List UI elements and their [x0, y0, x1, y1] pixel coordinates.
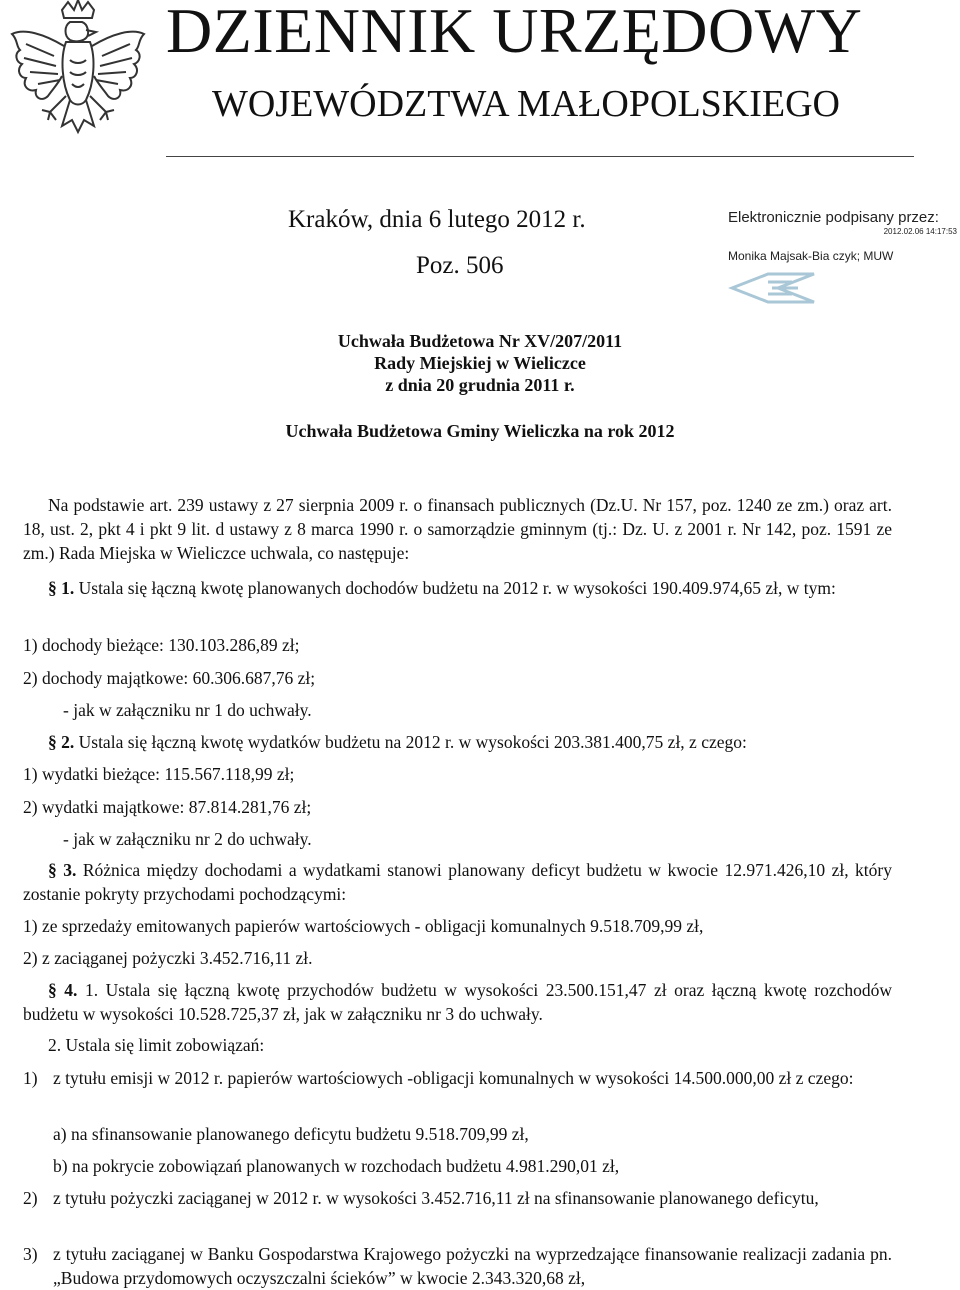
limit-item-2: z tytułu pożyczki zaciąganej w 2012 r. w wysokości 3.452.716,11 zł na sfinansowanie planowanego deficytu, — [53, 1188, 819, 1208]
section-1-number: § 1. — [48, 578, 75, 598]
section-4-text: 1. Ustala się łączną kwotę przychodów budżetu w wysokości 23.500.151,47 zł oraz łączną kwotę rozchodów budżetu w wysokości 10.528.725,37 zł, jak w załączniku nr 3 do uchwały. — [23, 980, 893, 1024]
section-4-paragraph-2: 2. Ustala się limit zobowiązań: — [48, 1035, 265, 1055]
section-1 — [23, 576, 892, 600]
signature-label: Elektronicznie podpisany przez: — [728, 209, 939, 226]
limit-item-2-number: 2) — [23, 1188, 38, 1208]
section-3-number: § 3. — [48, 860, 77, 880]
section-4 — [23, 978, 892, 1026]
limit-item-1-number: 1) — [23, 1068, 38, 1088]
section-3-text: Różnica między dochodami a wydatkami stanowi planowany deficyt budżetu w kwocie 12.971.426,10 zł, który zostanie pokryty przychodami pochodzącymi: — [23, 860, 892, 904]
signature-seal-icon — [728, 270, 818, 306]
white-eagle-emblem-icon — [4, 0, 152, 150]
header-divider — [166, 156, 914, 157]
council-name: Rady Miejskiej w Wieliczce — [374, 353, 586, 373]
section-3 — [23, 858, 892, 906]
section-3-item-2: 2) z zaciąganej pożyczki 3.452.716,11 zł. — [23, 948, 313, 968]
section-1-item-1: 1) dochody bieżące: 130.103.286,89 zł; — [23, 635, 300, 655]
position-number: Poz. 506 — [416, 252, 504, 279]
limit-item-1-b: b) na pokrycie zobowiązań planowanych w rozchodach budżetu 4.981.290,01 zł, — [53, 1156, 620, 1176]
section-1-text: Ustala się łączną kwotę planowanych dochodów budżetu na 2012 r. w wysokości 190.409.974,65 zł, w tym: — [78, 578, 836, 598]
journal-subtitle: WOJEWÓDZTWA MAŁOPOLSKIEGO — [212, 83, 840, 125]
section-3-item-1: 1) ze sprzedaży emitowanych papierów wartościowych - obligacji komunalnych 9.518.709,99 zł, — [23, 916, 704, 936]
section-2-text: Ustala się łączną kwotę wydatków budżetu na 2012 r. w wysokości 203.381.400,75 zł, z czego: — [78, 732, 747, 752]
section-1-item-2: 2) dochody majątkowe: 60.306.687,76 zł; — [23, 668, 316, 688]
limit-item-3-number: 3) — [23, 1244, 38, 1264]
resolution-title: Uchwała Budżetowa Nr XV/207/2011 — [337, 331, 623, 351]
section-4-number: § 4. — [48, 980, 78, 1000]
preamble-text: Na podstawie art. 239 ustawy z 27 sierpnia 2009 r. o finansach publicznych (Dz.U. Nr 157, poz. 1240 ze zm.) oraz art. 18, ust. 2, pkt 4 i pkt 9 lit. d ustawy z 8 marca 1990 r. o samorządzie gminnym (tj.: Dz. U. z 2001 r. Nr 142, poz. 1591 ze zm.) Rada Miejska w Wieliczce uchwala, co następuje: — [23, 495, 892, 563]
section-1-note: - jak w załączniku nr 1 do uchwały. — [63, 700, 312, 720]
preamble-paragraph — [23, 493, 892, 565]
section-2-item-2: 2) wydatki majątkowe: 87.814.281,76 zł; — [23, 797, 312, 817]
limit-item-1-a: a) na sfinansowanie planowanego deficytu budżetu 9.518.709,99 zł, — [53, 1124, 529, 1144]
signature-timestamp: 2012.02.06 14:17:53 — [883, 227, 957, 236]
electronic-signature-block — [728, 209, 960, 263]
journal-title: DZIENNIK URZĘDOWY — [166, 0, 863, 66]
resolution-date: z dnia 20 grudnia 2011 r. — [385, 375, 575, 395]
limit-item-3: z tytułu zaciąganej w Banku Gospodarstwa Krajowego pożyczki na wyprzedzające finansowanie realizacji zadania pn. „Budowa przydomowych oczyszczalni ścieków” w kwocie 2.343.320,68 zł, — [53, 1244, 892, 1288]
signature-signer: Monika Majsak-Bia czyk; MUW — [728, 249, 894, 263]
place-date: Kraków, dnia 6 lutego 2012 r. — [288, 206, 586, 233]
section-2-number: § 2. — [48, 732, 75, 752]
resolution-subject: Uchwała Budżetowa Gminy Wieliczka na rok 2012 — [285, 421, 675, 441]
limit-item-1: z tytułu emisji w 2012 r. papierów wartościowych -obligacji komunalnych w wysokości 14.500.000,00 zł z czego: — [53, 1068, 854, 1088]
section-2 — [23, 730, 892, 754]
section-2-item-1: 1) wydatki bieżące: 115.567.118,99 zł; — [23, 764, 295, 784]
section-2-note: - jak w załączniku nr 2 do uchwały. — [63, 829, 312, 849]
